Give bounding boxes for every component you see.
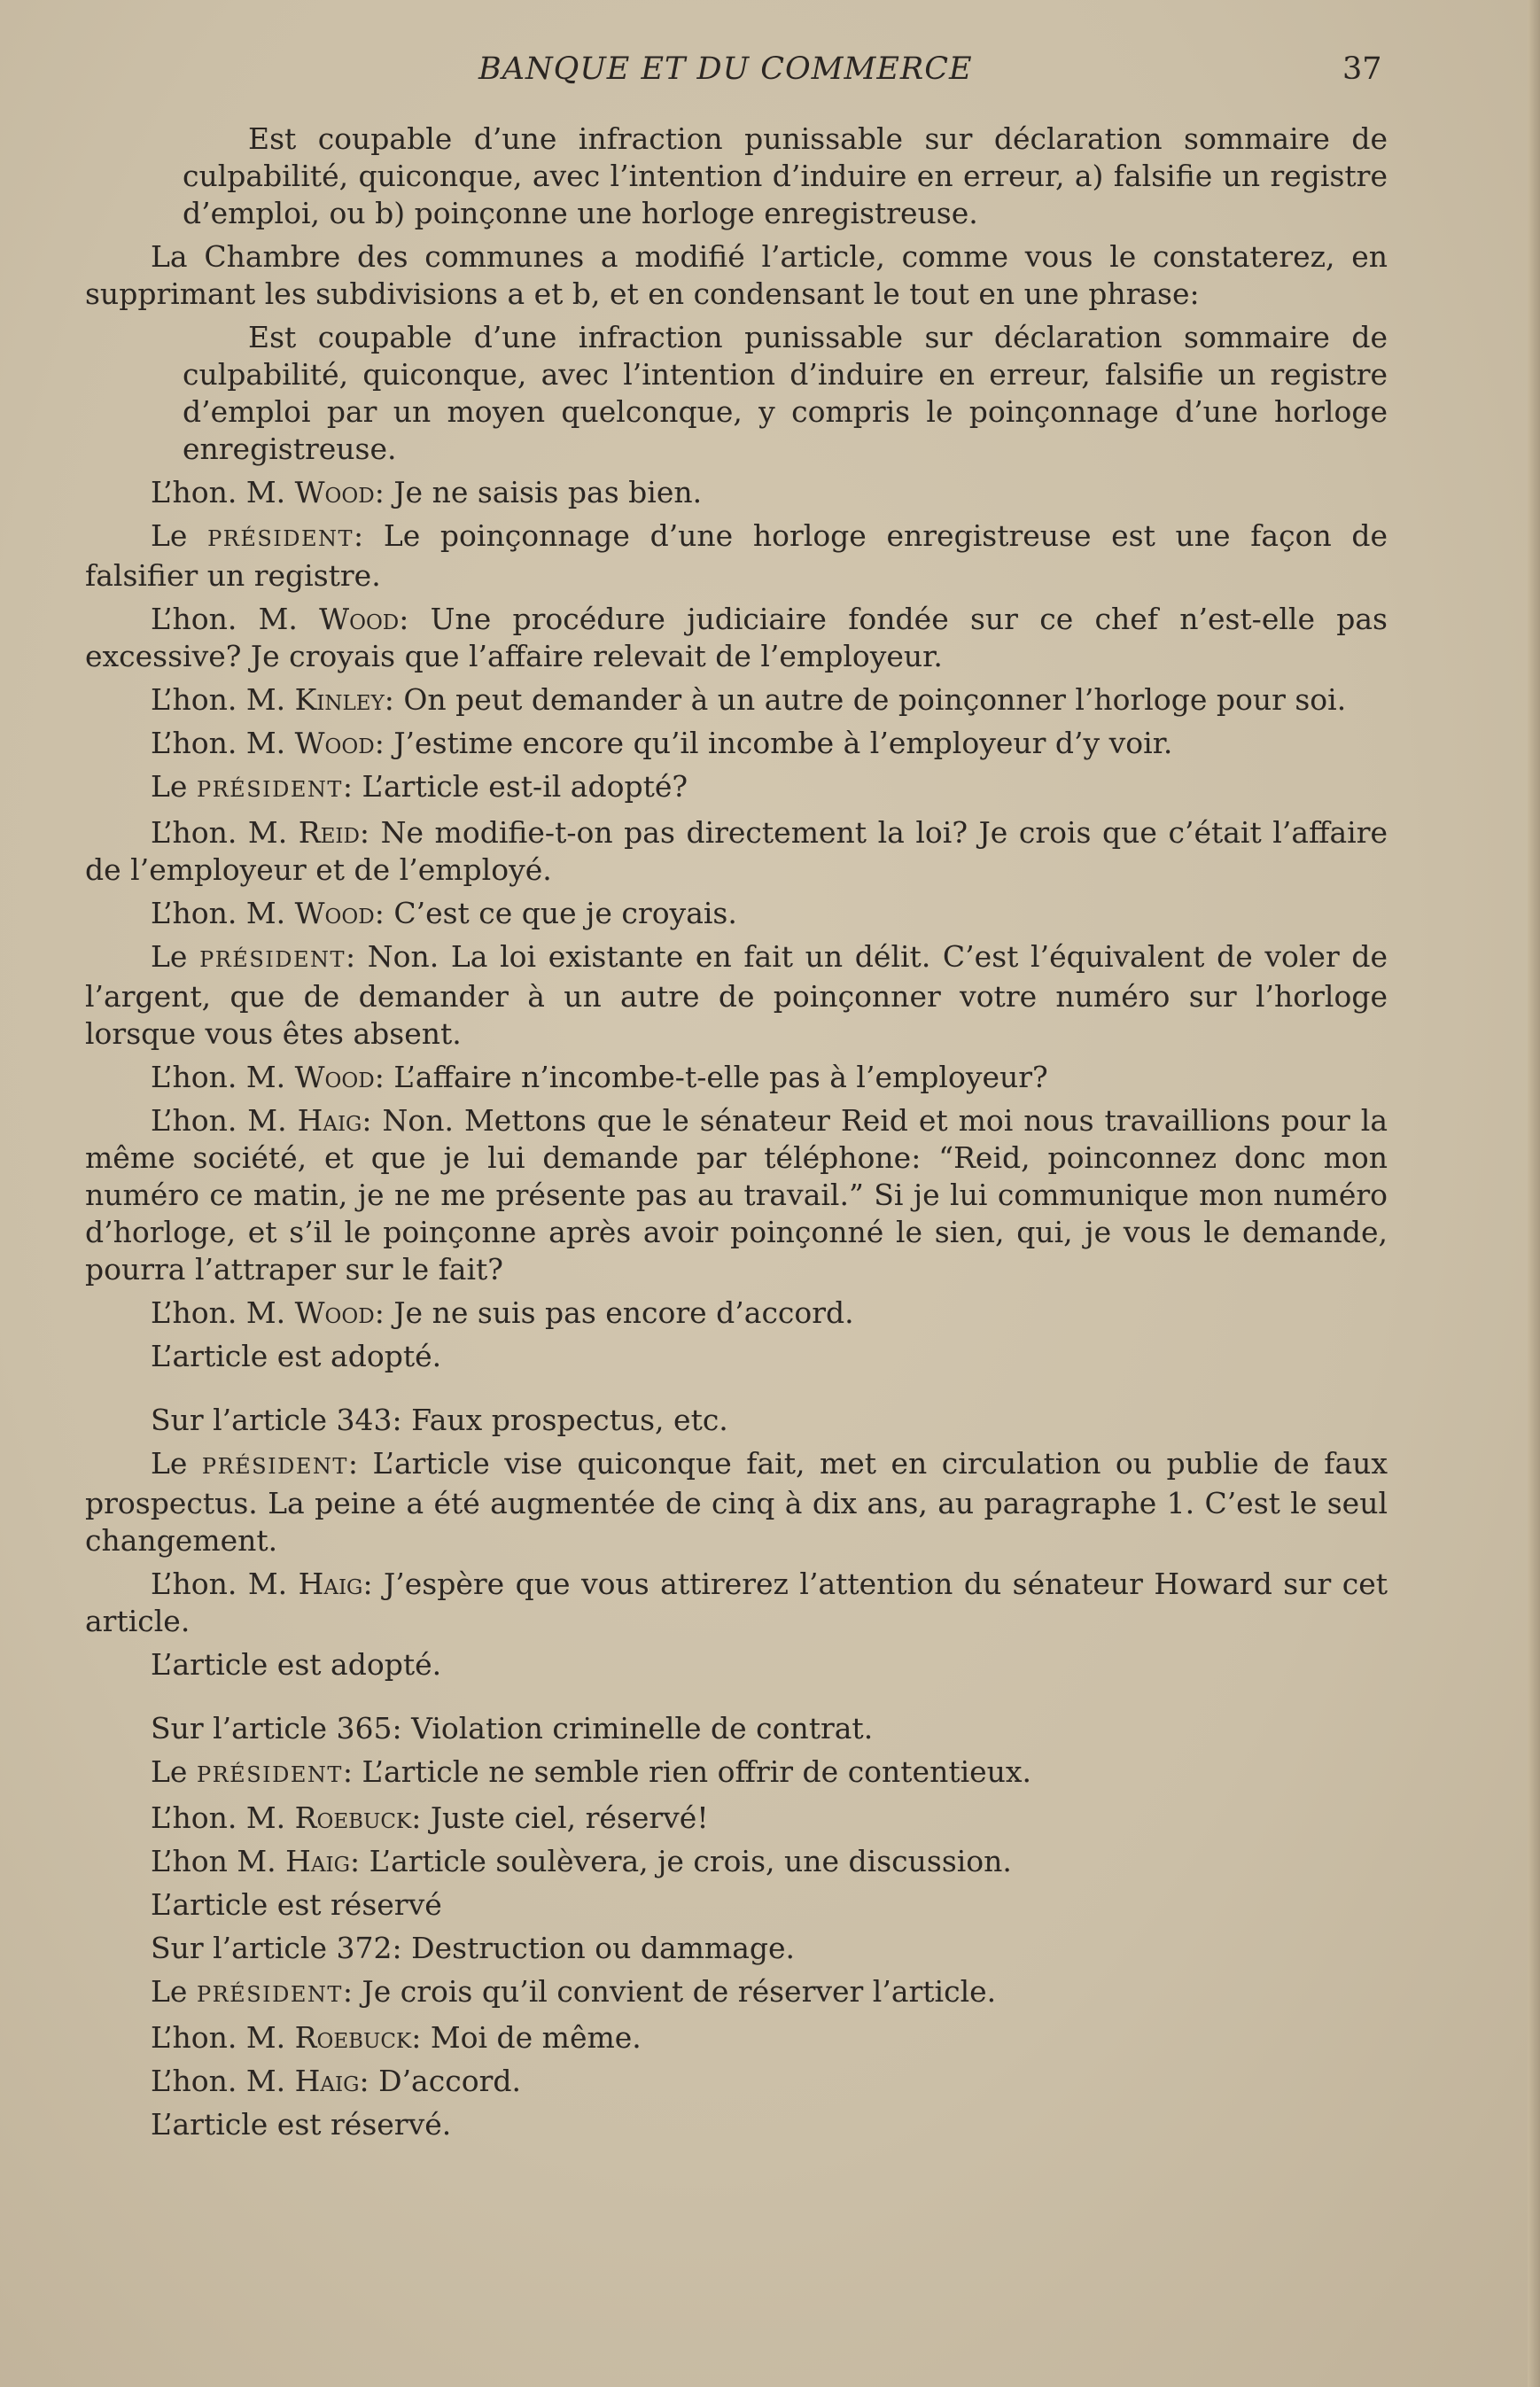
speaker-name: Haig xyxy=(285,1844,350,1878)
speaker-name: Haig xyxy=(297,1103,362,1138)
speaker-prefix: L’hon. M. xyxy=(151,1060,286,1094)
speaker-name: Reid xyxy=(298,815,360,850)
speaker-name: Roebuck xyxy=(294,1800,412,1835)
speech-text: Juste ciel, réservé! xyxy=(430,1800,709,1835)
speech-paragraph: L’hon. M. Wood: Je ne saisis pas bien. xyxy=(151,475,703,509)
speaker-name: Wood xyxy=(294,896,375,930)
speech-paragraph: L’hon. M. Wood: Je ne suis pas encore d’accord. xyxy=(151,1295,854,1330)
speaker-prefix: L’hon. M. xyxy=(151,1800,286,1835)
speech-text: L’article est-il adopté? xyxy=(362,769,688,804)
page-number: 37 xyxy=(1342,51,1382,87)
speech-text: L’article soulèvera, je crois, une discussion. xyxy=(369,1844,1012,1878)
speaker-name: PRÉSIDENT xyxy=(201,1454,348,1479)
speech-paragraph: L’hon. M. Haig: Non. Mettons que le sénateur Reid et moi nous travaillions pour la même société, et que je lui demande par téléphone: “Reid, poinconnez donc mon numéro ce matin, je ne me présente pas au travail.” Si je lui communique mon numéro d’horloge, et s’il le poinçonne après avoir poinçonné le sien, qui, je vous le demande, pourra l’attraper sur le fait? xyxy=(85,1103,1388,1287)
speech-paragraph: Le PRÉSIDENT: L’article est-il adopté? xyxy=(151,769,688,804)
speech-text: Une procédure judiciaire fondée sur ce chef n’est-elle pas excessive? Je croyais que l’affaire relevait de l’employeur. xyxy=(85,602,1388,673)
speech-paragraph: Le PRÉSIDENT: L’article vise quiconque fait, met en circulation ou publie de faux prospectus. La peine a été augmentée de cinq à dix ans, au paragraphe 1. C’est le seul changement. xyxy=(85,1446,1388,1558)
speech-paragraph: L’hon. M. Haig: J’espère que vous attirerez l’attention du sénateur Howard sur cet article. xyxy=(85,1567,1388,1638)
article-heading: Sur l’article 343: Faux prospectus, etc. xyxy=(151,1403,728,1437)
speaker-name: PRÉSIDENT xyxy=(207,526,354,551)
speaker-name: Wood xyxy=(294,1295,375,1330)
speech-paragraph: L’hon. M. Wood: L’affaire n’incombe-t-elle pas à l’employeur? xyxy=(151,1060,1048,1094)
speech-text: On peut demander à un autre de poinçonner l’horloge pour soi. xyxy=(403,682,1347,717)
speech-text: Je crois qu’il convient de réserver l’article. xyxy=(362,1974,997,2009)
speaker-prefix: Le xyxy=(151,1446,188,1481)
speaker-name: PRÉSIDENT xyxy=(196,777,343,802)
speech-text: Le poinçonnage d’une horloge enregistreuse est une façon de falsifier un registre. xyxy=(85,518,1388,593)
speech-text: Ne modifie-t-on pas directement la loi? Je crois que c’était l’affaire de l’employeur et de l’employé. xyxy=(85,815,1388,887)
speaker-prefix: L’hon. M. xyxy=(151,475,286,509)
speaker-prefix: Le xyxy=(151,1974,188,2009)
speaker-name: Haig xyxy=(294,2064,360,2098)
speaker-prefix: L’hon. M. xyxy=(151,896,286,930)
speaker-prefix: L’hon. M. xyxy=(151,2064,286,2098)
speaker-name: Wood xyxy=(294,1060,375,1094)
speaker-prefix: Le xyxy=(151,518,188,553)
speech-paragraph: L’hon. M. Reid: Ne modifie-t-on pas directement la loi? Je crois que c’était l’affaire de l’employeur et de l’employé. xyxy=(85,815,1388,887)
speaker-prefix: L’hon. M. xyxy=(151,602,298,636)
speech-text: J’estime encore qu’il incombe à l’employeur d’y voir. xyxy=(393,726,1173,760)
speaker-prefix: L’hon. M. xyxy=(151,682,286,717)
speech-paragraph: Le PRÉSIDENT: Non. La loi existante en fait un délit. C’est l’équivalent de voler de l’argent, que de demander à un autre de poinçonner votre numéro sur l’horloge lorsque vous êtes absent. xyxy=(85,939,1388,1051)
speaker-prefix: Le xyxy=(151,769,188,804)
speech-paragraph: L’hon. M. Wood: C’est ce que je croyais. xyxy=(151,896,737,930)
speech-paragraph: L’hon. M. Roebuck: Juste ciel, réservé! xyxy=(151,1800,709,1835)
speaker-prefix: L’hon. M. xyxy=(151,815,288,850)
body-paragraph: La Chambre des communes a modifié l’article, comme vous le constaterez, en supprimant les subdivisions a et b, et en condensant le tout en une phrase: xyxy=(85,239,1388,311)
speech-text: Moi de même. xyxy=(430,2020,642,2055)
speaker-prefix: L’hon. M. xyxy=(151,2020,286,2055)
speech-text: Non. La loi existante en fait un délit. C’est l’équivalent de voler de l’argent, que de demander à un autre de poinçonner votre numéro sur l’horloge lorsque vous êtes absent. xyxy=(85,939,1388,1051)
speech-paragraph: Le PRÉSIDENT: L’article ne semble rien offrir de contentieux. xyxy=(151,1754,1032,1789)
speech-paragraph: L’hon M. Haig: L’article soulèvera, je crois, une discussion. xyxy=(151,1844,1012,1878)
page-header xyxy=(0,51,1540,94)
speech-text: Je ne saisis pas bien. xyxy=(393,475,703,509)
speaker-name: Haig xyxy=(298,1567,363,1601)
body-paragraph: L’article est réservé. xyxy=(151,2107,452,2142)
body-paragraph: L’article est réservé xyxy=(151,1887,442,1922)
speaker-name: PRÉSIDENT xyxy=(196,1762,343,1787)
speaker-name: PRÉSIDENT xyxy=(199,947,346,972)
speaker-name: Kinley xyxy=(294,682,385,717)
speech-text: L’article ne semble rien offrir de contentieux. xyxy=(362,1754,1032,1789)
speech-text: Je ne suis pas encore d’accord. xyxy=(393,1295,854,1330)
speech-text: C’est ce que je croyais. xyxy=(393,896,737,930)
running-title: BANQUE ET DU COMMERCE xyxy=(478,51,973,87)
speech-paragraph: L’hon. M. Haig: D’accord. xyxy=(151,2064,521,2098)
body-paragraph: L’article est adopté. xyxy=(151,1339,442,1373)
speaker-name: Wood xyxy=(294,475,375,509)
speech-text: Non. Mettons que le sénateur Reid et moi nous travaillions pour la même société, et que je lui demande par téléphone: “Reid, poinconnez donc mon numéro ce matin, je ne me présente pas au travail.” Si je lui communique mon numéro d’horloge, et s’il le poinçonne après avoir poinçonné le sien, qui, je vous le demande, pourra l’attraper sur le fait? xyxy=(85,1103,1388,1287)
speaker-prefix: Le xyxy=(151,1754,188,1789)
quoted-clause: Est coupable d’une infraction punissable sur déclaration sommaire de culpabilité, quiconque, avec l’intention d’induire en erreur, falsifie un registre d’emploi par un moyen quelconque, y compris le poinçonnage d’une horloge enregistreuse. xyxy=(183,320,1388,466)
speaker-name: Wood xyxy=(319,602,400,636)
speech-paragraph: Le PRÉSIDENT: Le poinçonnage d’une horloge enregistreuse est une façon de falsifier un registre. xyxy=(85,518,1388,593)
speech-text: J’espère que vous attirerez l’attention du sénateur Howard sur cet article. xyxy=(85,1567,1388,1638)
speaker-prefix: L’hon. M. xyxy=(151,1567,288,1601)
speaker-name: Wood xyxy=(294,726,375,760)
speaker-prefix: L’hon. M. xyxy=(151,1103,287,1138)
speaker-name: PRÉSIDENT xyxy=(196,1982,343,2007)
article-heading: Sur l’article 365: Violation criminelle de contrat. xyxy=(151,1711,874,1746)
speech-paragraph: L’hon. M. Kinley: On peut demander à un autre de poinçonner l’horloge pour soi. xyxy=(151,682,1347,717)
quoted-clause: Est coupable d’une infraction punissable sur déclaration sommaire de culpabilité, quiconque, avec l’intention d’induire en erreur, a) falsifie un registre d’emploi, ou b) poinçonne une horloge enregistreuse. xyxy=(183,121,1388,230)
body-text xyxy=(85,121,1388,2150)
speaker-prefix: L’hon. M. xyxy=(151,1295,286,1330)
speaker-prefix: L’hon M. xyxy=(151,1844,276,1878)
speaker-name: Roebuck xyxy=(294,2020,412,2055)
speech-paragraph: L’hon. M. Roebuck: Moi de même. xyxy=(151,2020,642,2055)
speaker-prefix: L’hon. M. xyxy=(151,726,286,760)
speech-paragraph: L’hon. M. Wood: J’estime encore qu’il incombe à l’employeur d’y voir. xyxy=(151,726,1173,760)
body-paragraph: L’article est adopté. xyxy=(151,1647,442,1682)
page-edge xyxy=(1528,0,1540,2387)
speech-paragraph: L’hon. M. Wood: Une procédure judiciaire fondée sur ce chef n’est-elle pas excessive? Je croyais que l’affaire relevait de l’employeur. xyxy=(85,602,1388,673)
speech-text: L’article vise quiconque fait, met en circulation ou publie de faux prospectus. La peine a été augmentée de cinq à dix ans, au paragraphe 1. C’est le seul changement. xyxy=(85,1446,1388,1558)
speaker-prefix: Le xyxy=(151,939,188,974)
speech-paragraph: Le PRÉSIDENT: Je crois qu’il convient de réserver l’article. xyxy=(151,1974,997,2009)
speech-text: D’accord. xyxy=(378,2064,521,2098)
body-paragraph: Sur l’article 372: Destruction ou dammage. xyxy=(151,1931,796,1965)
speech-text: L’affaire n’incombe-t-elle pas à l’employeur? xyxy=(393,1060,1048,1094)
